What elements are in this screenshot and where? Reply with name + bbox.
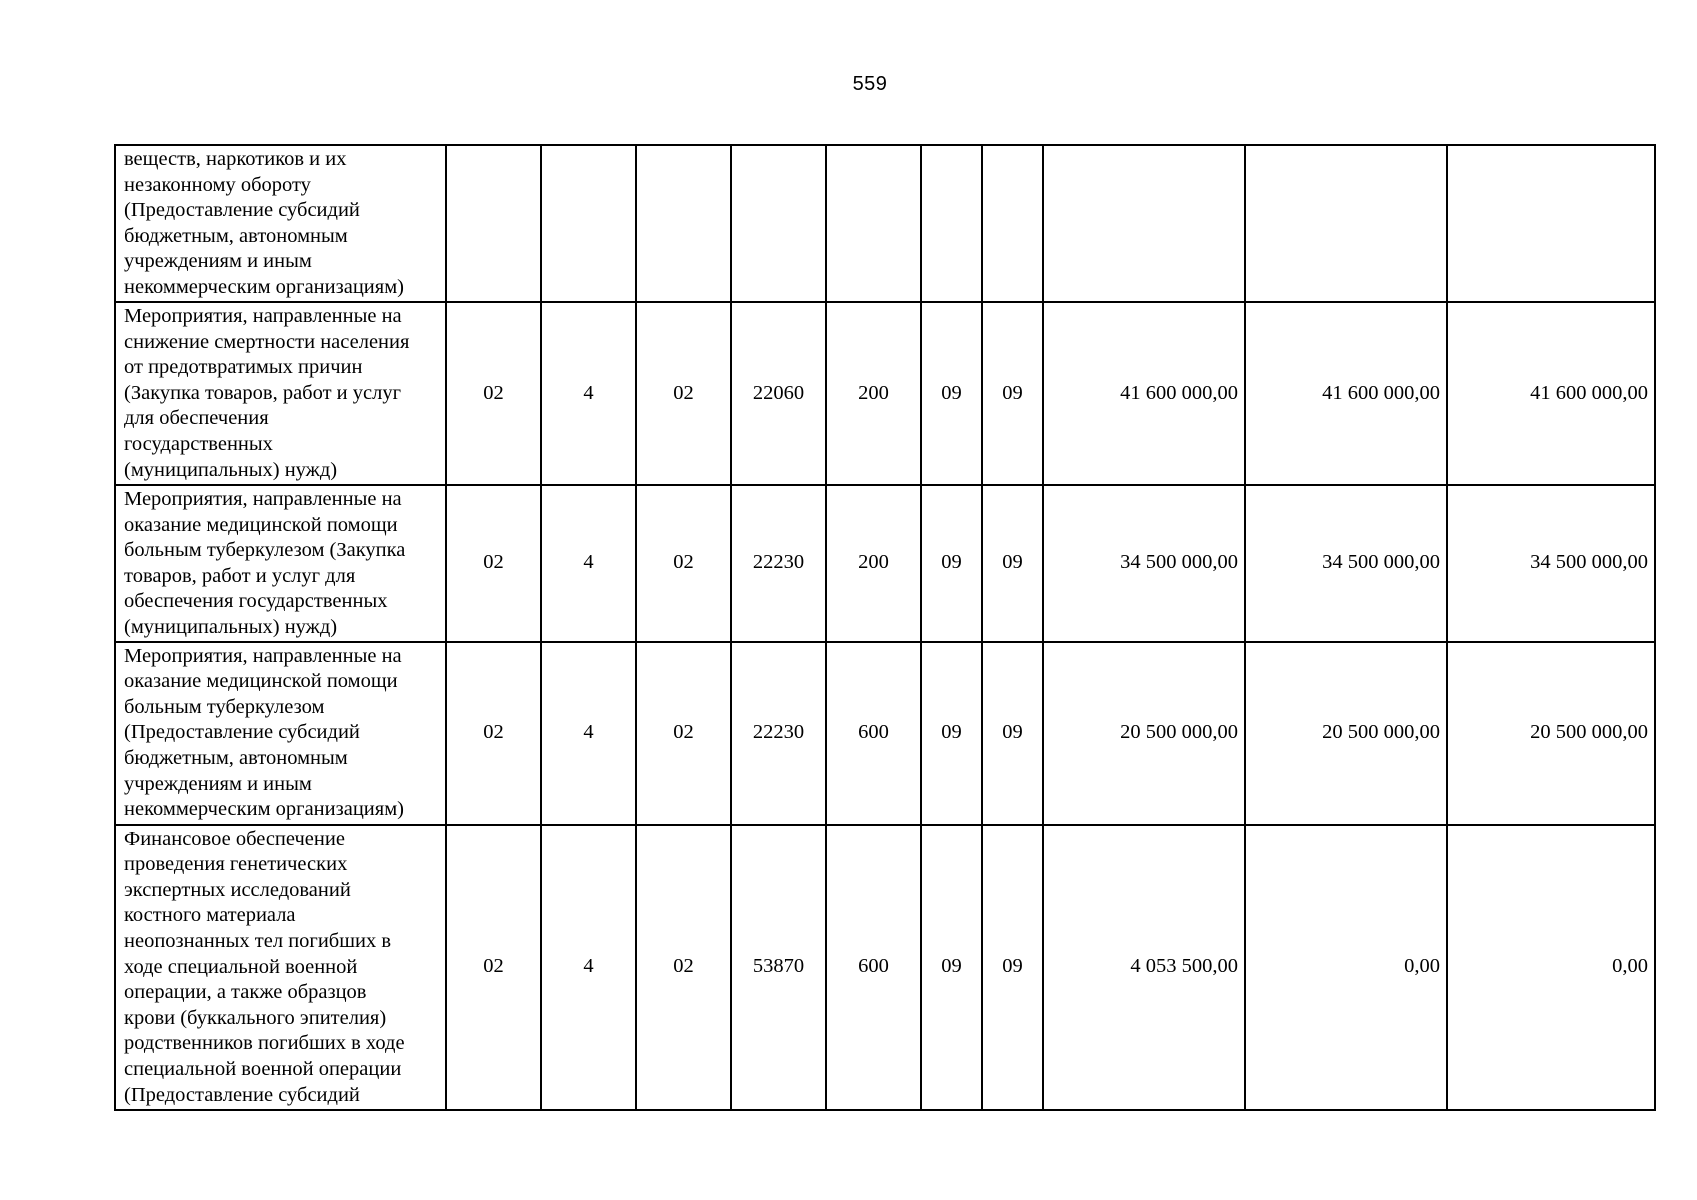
code-section: 09: [921, 485, 982, 642]
row-description: Мероприятия, направленные на оказание медицинской помощи больным туберкулезом (Закупка товаров, работ и услуг для обеспечения государственных (муниципальных) нужд): [115, 485, 446, 642]
code-event: 02: [636, 825, 731, 1110]
table-row: [115, 485, 1655, 642]
code-subsection: 09: [982, 825, 1043, 1110]
code-event: [636, 145, 731, 302]
amount-year-1: [1043, 145, 1245, 302]
amount-year-3: 41 600 000,00: [1447, 302, 1655, 485]
table-row: [115, 302, 1655, 485]
code-expense-type: 600: [826, 825, 921, 1110]
amount-year-1: 34 500 000,00: [1043, 485, 1245, 642]
row-description: веществ, наркотиков и их незаконному обороту (Предоставление субсидий бюджетным, автономным учреждениям и иным некоммерческим организациям): [115, 145, 446, 302]
code-direction: 22230: [731, 485, 826, 642]
code-program: 02: [446, 485, 541, 642]
amount-year-3: [1447, 145, 1655, 302]
code-direction: 53870: [731, 825, 826, 1110]
code-expense-type: 200: [826, 485, 921, 642]
code-section: [921, 145, 982, 302]
amount-year-3: 34 500 000,00: [1447, 485, 1655, 642]
amount-year-1: 41 600 000,00: [1043, 302, 1245, 485]
table-row: [115, 145, 1655, 302]
amount-year-1: 20 500 000,00: [1043, 642, 1245, 825]
code-expense-type: 200: [826, 302, 921, 485]
code-program: [446, 145, 541, 302]
code-subsection: 09: [982, 485, 1043, 642]
amount-year-2: 20 500 000,00: [1245, 642, 1447, 825]
code-program: 02: [446, 825, 541, 1110]
code-subsection: 09: [982, 302, 1043, 485]
code-direction: 22230: [731, 642, 826, 825]
code-section: 09: [921, 302, 982, 485]
amount-year-3: 20 500 000,00: [1447, 642, 1655, 825]
code-subprogram: 4: [541, 642, 636, 825]
code-expense-type: 600: [826, 642, 921, 825]
code-section: 09: [921, 642, 982, 825]
code-direction: 22060: [731, 302, 826, 485]
page-number: 559: [852, 73, 888, 95]
amount-year-1: 4 053 500,00: [1043, 825, 1245, 1110]
table-row: [115, 642, 1655, 825]
code-program: 02: [446, 642, 541, 825]
code-section: 09: [921, 825, 982, 1110]
code-event: 02: [636, 485, 731, 642]
budget-table: [114, 144, 1656, 1111]
code-program: 02: [446, 302, 541, 485]
code-direction: [731, 145, 826, 302]
amount-year-2: 41 600 000,00: [1245, 302, 1447, 485]
code-subsection: 09: [982, 642, 1043, 825]
row-description: Мероприятия, направленные на оказание медицинской помощи больным туберкулезом (Предоставление субсидий бюджетным, автономным учреждениям и иным некоммерческим организациям): [115, 642, 446, 825]
code-subprogram: 4: [541, 825, 636, 1110]
code-subprogram: 4: [541, 302, 636, 485]
code-expense-type: [826, 145, 921, 302]
amount-year-2: 34 500 000,00: [1245, 485, 1447, 642]
code-event: 02: [636, 302, 731, 485]
amount-year-2: 0,00: [1245, 825, 1447, 1110]
amount-year-2: [1245, 145, 1447, 302]
code-subsection: [982, 145, 1043, 302]
amount-year-3: 0,00: [1447, 825, 1655, 1110]
code-subprogram: 4: [541, 485, 636, 642]
row-description: Финансовое обеспечение проведения генетических экспертных исследований костного материала неопознанных тел погибших в ходе специальной военной операции, а также образцов крови (буккального эпителия) родственников погибших в ходе специальной военной операции (Предоставление субсидий: [115, 825, 446, 1110]
table-row: [115, 825, 1655, 1110]
row-description: Мероприятия, направленные на снижение смертности населения от предотвратимых причин (Закупка товаров, работ и услуг для обеспечения государственных (муниципальных) нужд): [115, 302, 446, 485]
code-subprogram: [541, 145, 636, 302]
code-event: 02: [636, 642, 731, 825]
